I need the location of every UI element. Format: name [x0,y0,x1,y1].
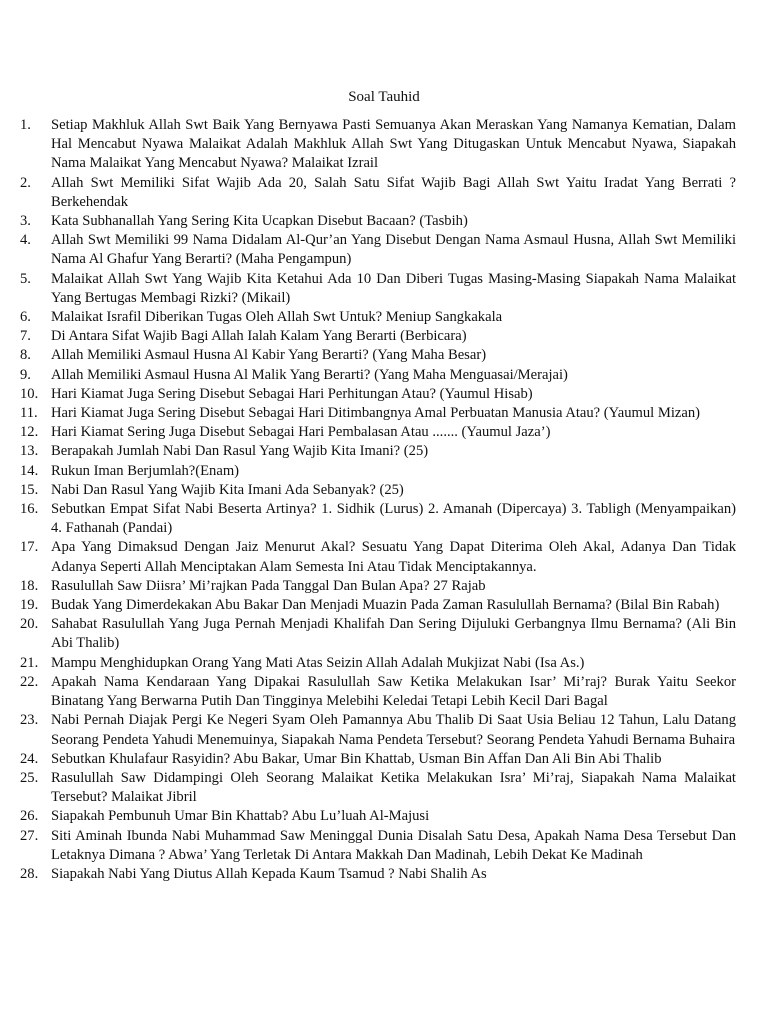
question-number: 14. [20,462,39,479]
question-item [20,577,736,596]
question-number: 20. [20,616,39,633]
question-text: Rasulullah Saw Diisra’ Mi’rajkan Pada Tanggal Dan Bulan Apa? 27 Rajab [51,577,486,594]
question-number: 28. [20,865,39,882]
question-number: 8. [20,347,31,364]
question-item [20,327,736,346]
question-number: 26. [20,808,39,825]
question-number: 27. [20,827,39,844]
question-text: Nabi Dan Rasul Yang Wajib Kita Imani Ada Sebanyak? (25) [51,481,404,498]
question-item [20,212,736,231]
question-number: 9. [20,366,31,383]
question-text: Setiap Makhluk Allah Swt Baik Yang Bernyawa Pasti Semuanya Akan Meraskan Yang Namanya Kematian, Dalam Hal Mencabut Nyawa Malaikat Adalah Makhluk Allah Swt Yang Ditugaskan Untuk Mencabut Nyawa, Siapakah Nama Malaikat Yang Mencabut Nyawa? Malaikat Izrail [51,117,736,172]
question-number: 11. [20,405,38,422]
question-number: 17. [20,539,39,556]
question-item [20,462,736,481]
question-text: Rasulullah Saw Didampingi Oleh Seorang Malaikat Ketika Melakukan Isra’ Mi’raj, Siapakah Nama Malaikat Tersebut? Malaikat Jibril [51,769,736,806]
question-item [20,750,736,769]
question-item [20,654,736,673]
question-text: Malaikat Allah Swt Yang Wajib Kita Ketahui Ada 10 Dan Diberi Tugas Masing-Masing Siapakah Nama Malaikat Yang Bertugas Membagi Rizki? (Mikail) [51,270,736,306]
question-text: Berapakah Jumlah Nabi Dan Rasul Yang Wajib Kita Imani? (25) [51,443,429,460]
question-text: Sebutkan Khulafaur Rasyidin? Abu Bakar, Umar Bin Khattab, Usman Bin Affan Dan Ali Bin Abi Thalib [51,750,662,767]
question-text: Apa Yang Dimaksud Dengan Jaiz Menurut Akal? Sesuatu Yang Dapat Diterima Oleh Akal, Adanya Dan Tidak Adanya Seperti Allah Menciptakan Alam Semesta Ini Atau Tidak Menciptakannya. [51,539,736,575]
question-text: Sebutkan Empat Sifat Nabi Beserta Artinya? 1. Sidhik (Lurus) 2. Amanah (Dipercaya) 3. Tabligh (Menyampaikan) 4. Fathanah (Pandai) [51,501,736,537]
question-item [20,807,736,826]
question-text: Allah Memiliki Asmaul Husna Al Kabir Yang Berarti? (Yang Maha Besar) [51,347,487,364]
question-number: 19. [20,597,39,614]
question-item [20,404,736,423]
question-item [20,865,736,884]
question-item [20,481,736,500]
question-text: Apakah Nama Kendaraan Yang Dipakai Rasulullah Saw Ketika Melakukan Isar’ Mi’raj? Burak Yaitu Seekor Binatang Yang Berwarna Putih Dan Tingginya Melebihi Keledai Tetapi Lebih Kecil Dari Bagal [51,673,736,710]
question-text: Siapakah Pembunuh Umar Bin Khattab? Abu Lu’luah Al-Majusi [51,808,430,825]
question-text: Siti Aminah Ibunda Nabi Muhammad Saw Meninggal Dunia Disalah Satu Desa, Apakah Nama Desa Tersebut Dan Letaknya Dimana ? Abwa’ Yang Terletak Di Antara Makkah Dan Madinah, Lebih Dekat Ke Madinah [51,827,736,863]
question-number: 1. [20,117,31,133]
question-number: 23. [20,712,39,729]
question-item [20,538,736,576]
question-text: Malaikat Israfil Diberikan Tugas Oleh Allah Swt Untuk? Meniup Sangkakala [51,309,503,326]
question-number: 12. [20,424,39,441]
question-text: Hari Kiamat Sering Juga Disebut Sebagai Hari Pembalasan Atau ....... (Yaumul Jaza’) [51,424,551,441]
question-item [20,366,736,385]
question-text: Nabi Pernah Diajak Pergi Ke Negeri Syam Oleh Pamannya Abu Thalib Di Saat Usia Beliau 12 Tahun, Lalu Datang Seorang Pendeta Yahudi Menemuinya, Siapakah Nama Pendeta Tersebut? Seorang Pendeta Yahudi Bernama Buhaira [51,712,736,748]
question-item [20,673,736,711]
question-number: 15. [20,481,39,498]
question-number: 16. [20,501,39,518]
question-item [20,231,736,269]
question-item [20,308,736,327]
question-text: Mampu Menghidupkan Orang Yang Mati Atas Seizin Allah Adalah Mukjizat Nabi (Isa As.) [51,654,585,671]
question-number: 3. [20,213,31,230]
question-text: Rukun Iman Berjumlah?(Enam) [51,462,240,479]
question-item [20,711,736,749]
question-item [20,827,736,865]
question-number: 21. [20,654,39,671]
question-number: 6. [20,309,31,326]
question-list [20,116,736,884]
question-number: 13. [20,443,39,460]
question-item [20,442,736,461]
question-number: 25. [20,769,39,786]
question-number: 24. [20,750,39,767]
question-item [20,615,736,653]
question-number: 4. [20,232,31,249]
question-text: Di Antara Sifat Wajib Bagi Allah Ialah Kalam Yang Berarti (Berbicara) [51,328,467,345]
question-item [20,116,736,174]
question-text: Allah Memiliki Asmaul Husna Al Malik Yang Berarti? (Yang Maha Menguasai/Merajai) [51,366,568,383]
question-number: 22. [20,673,39,690]
question-text: Hari Kiamat Juga Sering Disebut Sebagai Hari Perhitungan Atau? (Yaumul Hisab) [51,385,533,402]
question-text: Hari Kiamat Juga Sering Disebut Sebagai Hari Ditimbangnya Amal Perbuatan Manusia Atau? (Yaumul Mizan) [51,405,701,422]
question-item [20,596,736,615]
question-item [20,769,736,807]
question-text: Siapakah Nabi Yang Diutus Allah Kepada Kaum Tsamud ? Nabi Shalih As [51,865,487,882]
question-item [20,385,736,404]
question-text: Allah Swt Memiliki Sifat Wajib Ada 20, Salah Satu Sifat Wajib Bagi Allah Swt Yaitu Iradat Yang Berrati ?Berkehendak [51,174,736,210]
question-number: 18. [20,577,39,594]
question-item [20,346,736,365]
document-title: Soal Tauhid [348,89,420,105]
question-item [20,270,736,308]
question-text: Sahabat Rasulullah Yang Juga Pernah Menjadi Khalifah Dan Sering Dijuluki Gerbangnya Ilmu Bernama? (Ali Bin Abi Thalib) [51,616,736,652]
question-number: 10. [20,385,39,402]
question-number: 5. [20,270,31,287]
question-item [20,423,736,442]
question-text: Allah Swt Memiliki 99 Nama Didalam Al-Qur’an Yang Disebut Dengan Nama Asmaul Husna, Allah Swt Memiliki Nama Al Ghafur Yang Berarti? (Maha Pengampun) [51,232,736,268]
question-text: Kata Subhanallah Yang Sering Kita Ucapkan Disebut Bacaan? (Tasbih) [51,213,468,230]
question-number: 7. [20,328,31,345]
question-item [20,174,736,212]
question-number: 2. [20,174,31,191]
question-item [20,500,736,538]
question-text: Budak Yang Dimerdekakan Abu Bakar Dan Menjadi Muazin Pada Zaman Rasulullah Bernama? (Bilal Bin Rabah) [51,597,720,614]
